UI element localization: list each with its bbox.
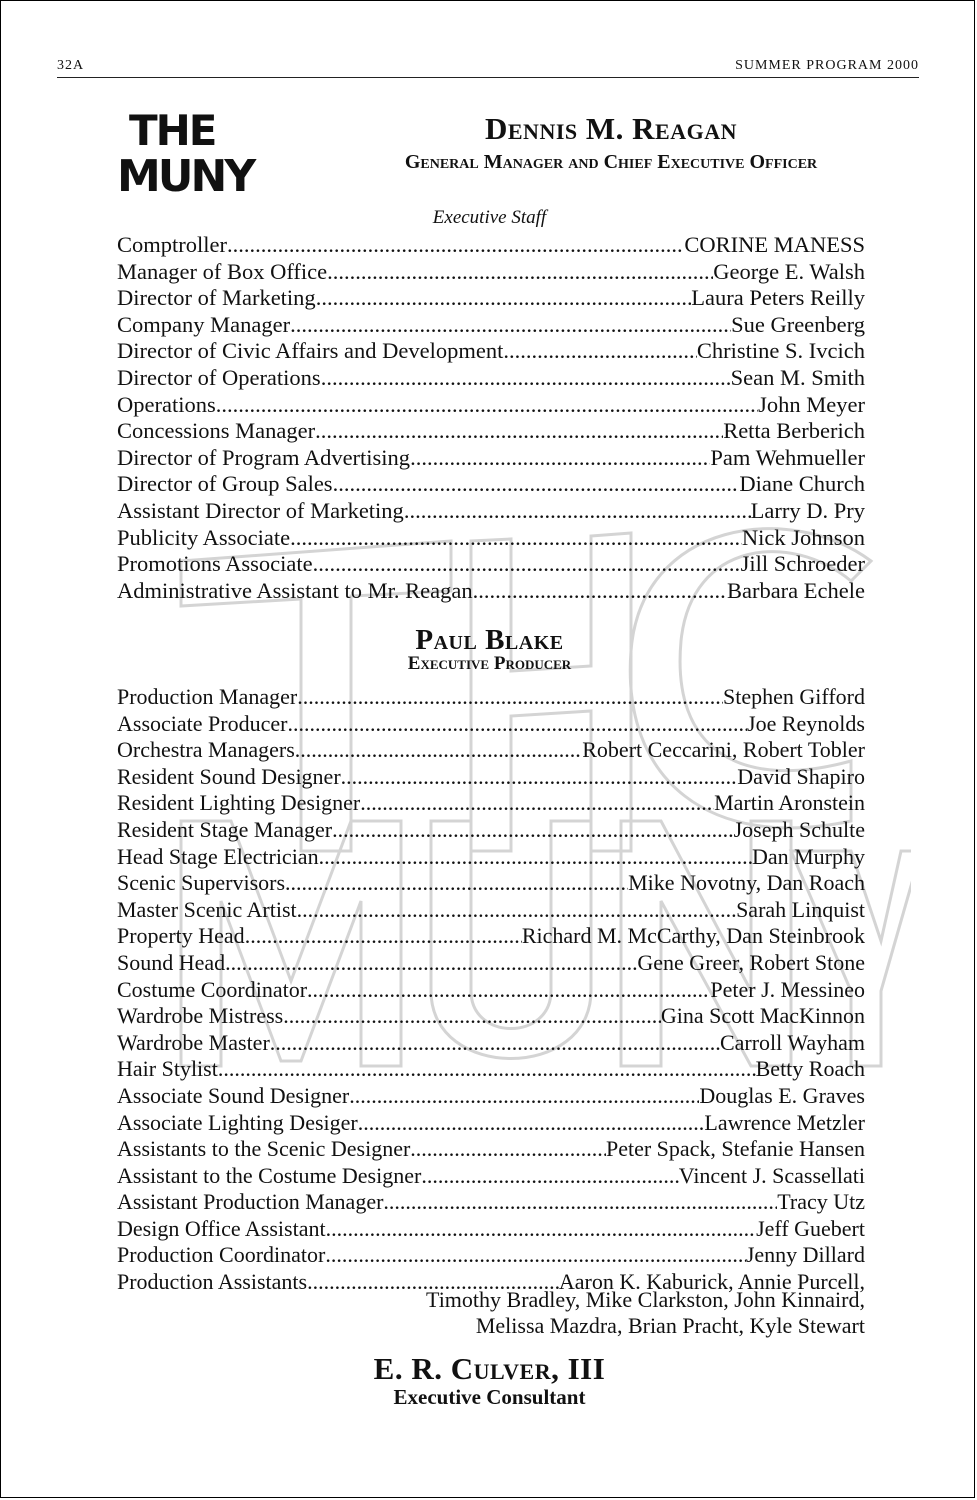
leader-dots — [333, 471, 740, 498]
header-rule — [57, 77, 919, 78]
staff-name: David Shapiro — [737, 763, 865, 789]
staff-row — [117, 897, 865, 924]
production-assistants-line: Timothy Bradley, Mike Clarkston, John Kinnaird, — [426, 1287, 865, 1312]
staff-row — [117, 1003, 865, 1030]
staff-row — [117, 1189, 865, 1216]
producer-name: Paul Blake — [415, 624, 564, 656]
leader-dots — [321, 365, 731, 392]
leader-dots — [297, 684, 723, 711]
leader-dots — [270, 1030, 720, 1057]
staff-name: Laura Peters Reilly — [691, 285, 865, 311]
staff-row — [117, 1136, 865, 1163]
staff-row — [117, 1163, 865, 1190]
staff-role: Wardrobe Master — [117, 1029, 270, 1055]
staff-name: CORINE MANESS — [684, 232, 865, 257]
staff-row — [117, 923, 865, 950]
staff-name: Nick Johnson — [741, 524, 865, 550]
staff-name: Jill Schroeder — [740, 551, 865, 577]
executive-staff-list — [117, 232, 865, 604]
leader-dots — [216, 392, 758, 419]
staff-row — [117, 950, 865, 977]
staff-role: Costume Coordinator — [117, 976, 308, 1002]
page-number: 32A — [57, 58, 85, 73]
staff-row — [117, 285, 865, 312]
staff-name: Mike Novotny, Dan Roach — [628, 870, 865, 896]
staff-role: Production Coordinator — [117, 1242, 326, 1268]
staff-role: Property Head — [117, 923, 245, 949]
staff-row — [117, 1110, 865, 1137]
staff-row — [117, 551, 865, 578]
staff-name: Jenny Dillard — [745, 1242, 865, 1268]
staff-row — [117, 1216, 865, 1243]
staff-role: Director of Program Advertising — [117, 444, 411, 470]
muny-logo-mark — [117, 103, 257, 195]
staff-row — [117, 232, 865, 259]
staff-row — [117, 392, 865, 419]
leader-dots — [421, 1163, 678, 1190]
staff-name: Richard M. McCarthy, Dan Steinbrook — [521, 923, 865, 949]
staff-name: John Meyer — [758, 391, 865, 417]
leader-dots — [245, 923, 522, 950]
producer-title: Executive Producer — [407, 653, 572, 674]
leader-dots — [283, 1003, 661, 1030]
gm-title: General Manager and Chief Executive Officer — [404, 151, 818, 173]
staff-name: Peter Spack, Stefanie Hansen — [605, 1136, 865, 1162]
staff-role: Wardrobe Mistress — [117, 1003, 284, 1029]
staff-role: Resident Sound Designer — [117, 763, 341, 789]
staff-role: Director of Civic Affairs and Development — [117, 338, 504, 364]
staff-row — [117, 711, 865, 738]
consultant-heading — [1, 1351, 975, 1410]
producer-heading — [1, 624, 975, 675]
consultant-name: E. R. Culver, III — [373, 1351, 606, 1386]
staff-row — [117, 525, 865, 552]
production-assistants-continued — [117, 1287, 865, 1340]
staff-role: Manager of Box Office — [117, 258, 328, 284]
staff-row — [117, 338, 865, 365]
staff-name: Diane Church — [739, 471, 865, 497]
staff-role: Hair Stylist — [117, 1056, 218, 1082]
leader-dots — [218, 1056, 756, 1083]
staff-role: Concessions Manager — [117, 418, 316, 444]
leader-dots — [227, 232, 684, 259]
staff-role: Associate Lighting Desiger — [117, 1109, 358, 1135]
staff-row — [117, 259, 865, 286]
staff-name: Pam Wehmueller — [710, 444, 865, 470]
staff-role: Operations — [117, 391, 216, 417]
production-assistants-line: Melissa Mazdra, Brian Pracht, Kyle Stewart — [475, 1313, 865, 1339]
staff-name: Jeff Guebert — [756, 1215, 865, 1241]
staff-role: Sound Head — [117, 949, 226, 975]
staff-name: Joe Reynolds — [747, 710, 865, 736]
leader-dots — [287, 711, 747, 738]
staff-name: Christine S. Ivcich — [696, 338, 865, 364]
staff-name: Douglas E. Graves — [699, 1082, 865, 1108]
staff-row — [117, 764, 865, 791]
staff-row — [117, 977, 865, 1004]
leader-dots — [503, 338, 697, 365]
staff-role: Assistants to the Scenic Designer — [117, 1136, 411, 1162]
leader-dots — [295, 737, 582, 764]
staff-row — [117, 684, 865, 711]
staff-role: Resident Stage Manager — [117, 816, 333, 842]
leader-dots — [290, 525, 742, 552]
staff-row — [117, 312, 865, 339]
staff-row — [117, 817, 865, 844]
staff-name: Peter J. Messineo — [710, 976, 865, 1002]
leader-dots — [358, 1110, 705, 1137]
staff-name: Robert Ceccarini, Robert Tobler — [582, 737, 865, 763]
staff-name: Larry D. Pry — [750, 497, 865, 523]
staff-role: Publicity Associate — [117, 524, 291, 550]
leader-dots — [297, 897, 736, 924]
leader-dots — [404, 498, 751, 525]
staff-role: Director of Group Sales — [117, 471, 333, 497]
staff-row — [117, 365, 865, 392]
staff-name: Gina Scott MacKinnon — [660, 1003, 865, 1029]
leader-dots — [316, 285, 692, 312]
staff-role: Design Office Assistant — [117, 1215, 326, 1241]
page-header — [57, 58, 919, 74]
staff-row — [117, 1242, 865, 1269]
staff-name: George E. Walsh — [713, 258, 865, 284]
staff-row — [117, 578, 865, 605]
staff-row — [117, 790, 865, 817]
staff-role: Company Manager — [117, 311, 291, 337]
staff-name: Sean M. Smith — [730, 364, 865, 390]
staff-name: Martin Aronstein — [714, 790, 865, 816]
staff-name: Retta Berberich — [723, 418, 865, 444]
staff-role: Head Stage Electrician — [117, 843, 319, 869]
leader-dots — [473, 578, 727, 605]
staff-name: Barbara Echele — [726, 577, 865, 603]
leader-dots — [327, 259, 713, 286]
staff-name: Lawrence Metzler — [704, 1109, 865, 1135]
staff-row — [117, 844, 865, 871]
leader-dots — [326, 1216, 756, 1243]
leader-dots — [325, 1242, 745, 1269]
production-staff-list — [117, 684, 865, 1296]
staff-row — [117, 1083, 865, 1110]
staff-row — [117, 498, 865, 525]
staff-name: Tracy Utz — [777, 1189, 865, 1215]
staff-row — [117, 445, 865, 472]
leader-dots — [332, 817, 734, 844]
staff-role: Associate Sound Designer — [117, 1082, 350, 1108]
executive-staff-caption: Executive Staff — [432, 207, 547, 228]
consultant-title: Executive Consultant — [393, 1385, 586, 1409]
staff-name: Carroll Wayham — [719, 1029, 865, 1055]
staff-role: Director of Operations — [117, 364, 321, 390]
staff-name: Sarah Linquist — [736, 896, 865, 922]
staff-role: Assistant Director of Marketing — [117, 497, 404, 523]
leader-dots — [225, 950, 637, 977]
staff-name: Stephen Gifford — [723, 684, 865, 709]
muny-logo — [117, 103, 257, 195]
gm-name: Dennis M. Reagan — [485, 111, 737, 146]
staff-role: Assistant to the Costume Designer — [117, 1162, 422, 1188]
leader-dots — [307, 977, 710, 1004]
leader-dots — [319, 844, 752, 871]
logo-line-2: MUNY — [117, 151, 254, 195]
staff-row — [117, 1056, 865, 1083]
staff-name: Gene Greer, Robert Stone — [637, 949, 865, 975]
leader-dots — [341, 764, 738, 791]
staff-role: Scenic Supervisors — [117, 870, 286, 896]
logo-line-1: THE — [129, 106, 216, 155]
staff-role: Administrative Assistant to Mr. Reagan — [117, 577, 473, 603]
staff-name: Dan Murphy — [751, 843, 865, 869]
staff-row — [117, 1030, 865, 1057]
staff-row — [117, 870, 865, 897]
leader-dots — [383, 1189, 777, 1216]
staff-role: Production Assistants — [117, 1269, 308, 1295]
leader-dots — [315, 418, 723, 445]
staff-role: Assistant Production Manager — [117, 1189, 384, 1215]
staff-row — [117, 471, 865, 498]
leader-dots — [290, 312, 731, 339]
leader-dots — [285, 870, 628, 897]
staff-name: Vincent J. Scassellati — [678, 1162, 865, 1188]
staff-row — [117, 418, 865, 445]
staff-name: Aaron K. Kaburick, Annie Purcell, — [558, 1269, 865, 1295]
staff-role: Master Scenic Artist — [117, 896, 297, 922]
staff-row — [117, 737, 865, 764]
leader-dots — [360, 790, 714, 817]
staff-role: Orchestra Managers — [117, 737, 295, 763]
staff-role: Director of Marketing — [117, 285, 316, 311]
gm-heading — [271, 111, 951, 174]
staff-name: Joseph Schulte — [733, 816, 865, 842]
staff-role: Resident Lighting Designer — [117, 790, 361, 816]
staff-role: Comptroller — [117, 232, 227, 257]
program-title: SUMMER PROGRAM 2000 — [735, 58, 919, 73]
staff-role: Production Manager — [117, 684, 298, 709]
staff-role: Associate Producer — [117, 710, 288, 736]
staff-name: Betty Roach — [755, 1056, 865, 1082]
staff-name: Sue Greenberg — [731, 311, 865, 337]
staff-role: Promotions Associate — [117, 551, 313, 577]
leader-dots — [349, 1083, 699, 1110]
leader-dots — [313, 551, 741, 578]
leader-dots — [410, 1136, 606, 1163]
leader-dots — [410, 445, 710, 472]
